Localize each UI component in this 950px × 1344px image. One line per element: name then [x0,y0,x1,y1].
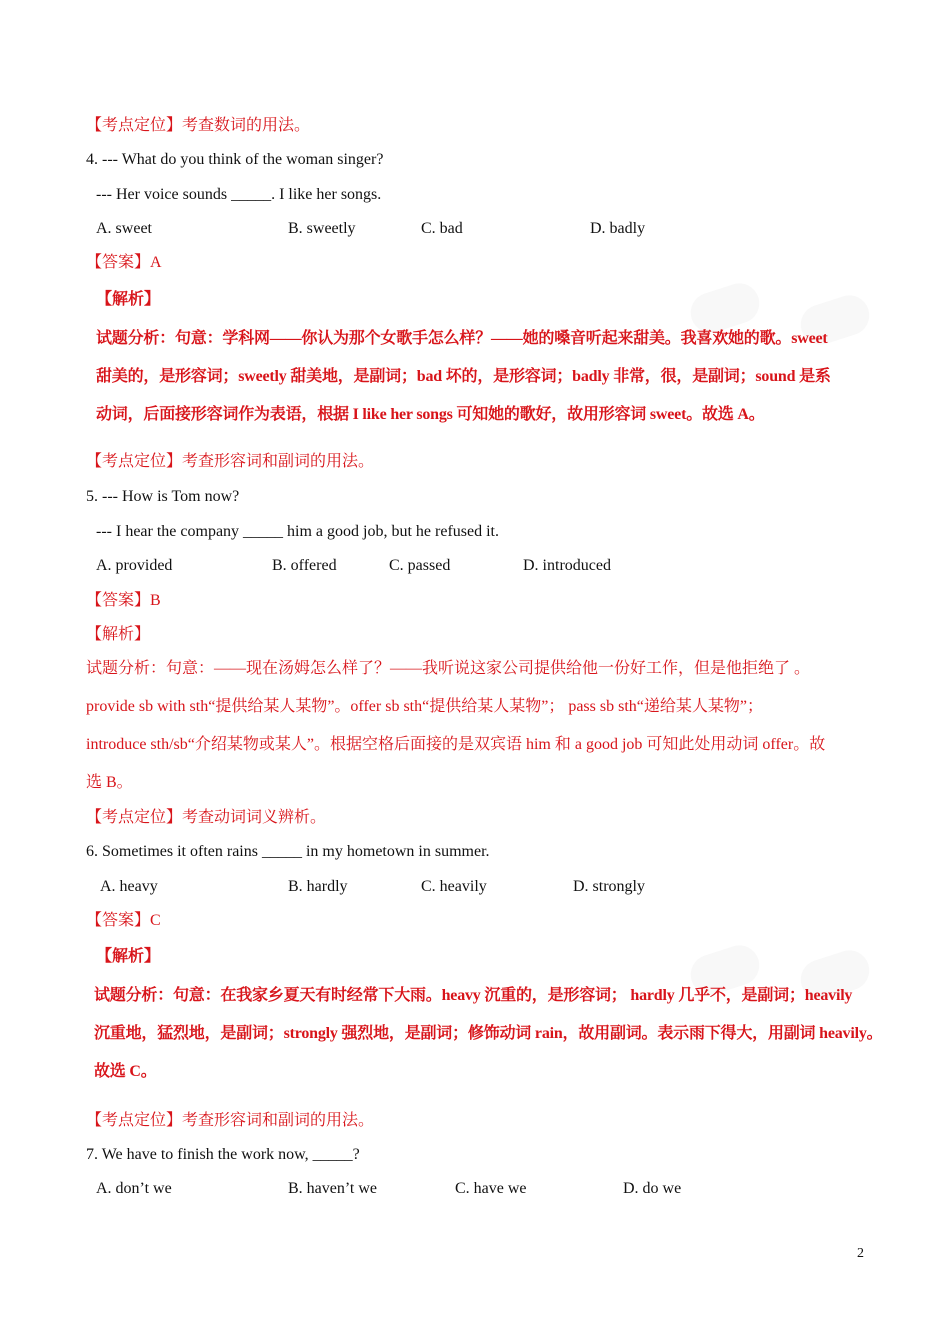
q5-option-d: D. introduced [523,557,611,574]
q4-option-d: D. badly [590,220,646,237]
q7-option-d: D. do we [623,1180,682,1197]
q4-analysis-line: 试题分析：句意：学科网——你认为那个女歌手怎么样？——她的嗓音听起来甜美。我喜欢她的歌。sweet [96,330,828,347]
q7-option-a: A. don’t we [96,1180,172,1197]
q5-analysis-line: provide sb with sth“提供给某人某物”。offer sb sth“提供给某人某物”； pass sb sth“递给某人某物”； [86,698,763,715]
q5-analysis-line: introduce sth/sb“介绍某物或某人”。根据空格后面接的是双宾语 him 和 a good job 可知此处用动词 offer。故 [86,736,826,753]
q4-analysis-line: 动词，后面接形容词作为表语，根据 I like her songs 可知她的歌好，故用形容词 sweet。故选 A。 [96,406,765,423]
page-number: 2 [857,1246,864,1261]
q6-option-c: C. heavily [421,878,487,895]
q7-stem: 7. We have to finish the work now, _____? [86,1146,360,1163]
q4-option-a: A. sweet [96,220,152,237]
q4-option-b: B. sweetly [288,220,356,237]
q6-kaodian: 【考点定位】考查形容词和副词的用法。 [86,1112,375,1129]
q6-answer: 【答案】C [86,912,161,929]
q5-stem: 5. --- How is Tom now? [86,488,240,505]
q4-kaodian: 【考点定位】考查形容词和副词的用法。 [86,453,375,470]
q4-jiexi-label: 【解析】 [96,291,161,308]
q6-option-b: B. hardly [288,878,348,895]
q5-option-b: B. offered [272,557,337,574]
q6-analysis-line: 沉重地，猛烈地，是副词；strongly 强烈地，是副词；修饰动词 rain，故用副词。表示雨下得大，用副词 heavily。 [94,1025,883,1042]
q4-option-c: C. bad [421,220,463,237]
q5-option-a: A. provided [96,557,173,574]
q4-answer: 【答案】A [86,254,162,271]
q4-analysis-line: 甜美的，是形容词；sweetly 甜美地，是副词；bad 坏的，是形容词；badly 非常，很，是副词；sound 是系 [96,368,831,385]
q6-stem: 6. Sometimes it often rains _____ in my hometown in summer. [86,843,490,860]
q5-jiexi-label: 【解析】 [86,626,151,643]
q6-jiexi-label: 【解析】 [96,948,161,965]
q6-option-a: A. heavy [100,878,158,895]
q5-option-c: C. passed [389,557,451,574]
q5-analysis-line: 选 B。 [86,774,133,791]
q3-kaodian: 【考点定位】考查数词的用法。 [86,117,311,134]
q5-kaodian: 【考点定位】考查动词词义辨析。 [86,809,327,826]
q6-analysis-line: 故选 C。 [94,1063,157,1080]
q7-option-b: B. haven’t we [288,1180,378,1197]
q5-analysis-line: 试题分析：句意：——现在汤姆怎么样了？——我听说这家公司提供给他一份好工作，但是他拒绝了 。 [86,660,811,677]
q5-line2: --- I hear the company _____ him a good job, but he refused it. [96,523,499,540]
q6-analysis-line: 试题分析：句意：在我家乡夏天有时经常下大雨。heavy 沉重的，是形容词； hardly 几乎不，是副词；heavily [94,987,853,1004]
q5-answer: 【答案】B [86,592,161,609]
q4-stem: 4. --- What do you think of the woman singer? [86,151,384,168]
q4-line2: --- Her voice sounds _____. I like her songs. [96,186,382,203]
q7-option-c: C. have we [455,1180,527,1197]
q6-option-d: D. strongly [573,878,645,895]
